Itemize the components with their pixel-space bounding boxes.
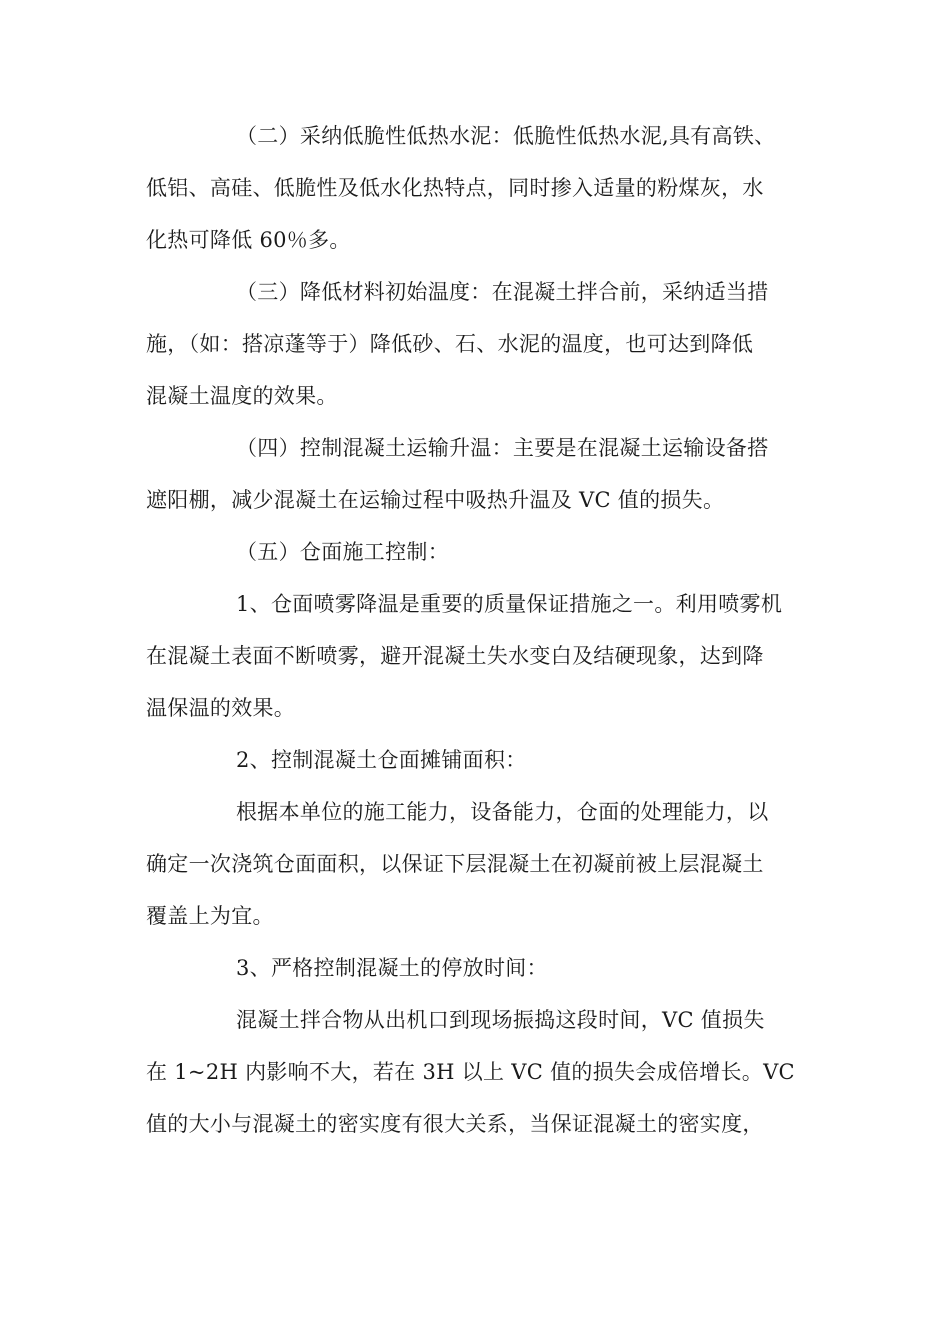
text-line: 2、控制混凝土仓面摊铺面积： [236, 748, 527, 772]
text-line: （四）控制混凝土运输升温：主要是在混凝土运输设备搭 [236, 436, 769, 460]
text-line: 低铝、高硅、低脆性及低水化热特点，同时掺入适量的粉煤灰，水 [146, 176, 764, 200]
text-line: （二）采纳低脆性低热水泥：低脆性低热水泥,具有高铁、 [236, 124, 776, 148]
text-line: 在混凝土表面不断喷雾，避开混凝土失水变白及结硬现象，达到降 [146, 644, 764, 668]
text-line: 混凝土温度的效果。 [146, 384, 338, 408]
text-line: 1、仓面喷雾降温是重要的质量保证措施之一。利用喷雾机 [236, 592, 783, 616]
text-line: 值的大小与混凝土的密实度有很大关系，当保证混凝土的密实度， [146, 1112, 764, 1136]
text-line: 化热可降低 60％多。 [146, 228, 351, 252]
text-line: （三）降低材料初始温度：在混凝土拌合前，采纳适当措 [236, 280, 769, 304]
text-line: 根据本单位的施工能力，设备能力，仓面的处理能力，以 [236, 800, 769, 824]
text-line: 遮阳棚，减少混凝土在运输过程中吸热升温及 VC 值的损失。 [146, 488, 725, 512]
text-line: 施，（如：搭凉蓬等于）降低砂、石、水泥的温度，也可达到降低 [146, 332, 754, 356]
text-line: 在 1~2H 内影响不大，若在 3H 以上 VC 值的损失会成倍增长。VC [146, 1060, 795, 1084]
text-line: 温保温的效果。 [146, 696, 296, 720]
text-line: 确定一次浇筑仓面面积，以保证下层混凝土在初凝前被上层混凝土 [146, 852, 764, 876]
text-line: 3、严格控制混凝土的停放时间： [236, 956, 548, 980]
text-line: （五）仓面施工控制： [236, 540, 449, 564]
text-line: 混凝土拌合物从出机口到现场振捣这段时间，VC 值损失 [236, 1008, 765, 1032]
text-line: 覆盖上为宜。 [146, 904, 274, 928]
